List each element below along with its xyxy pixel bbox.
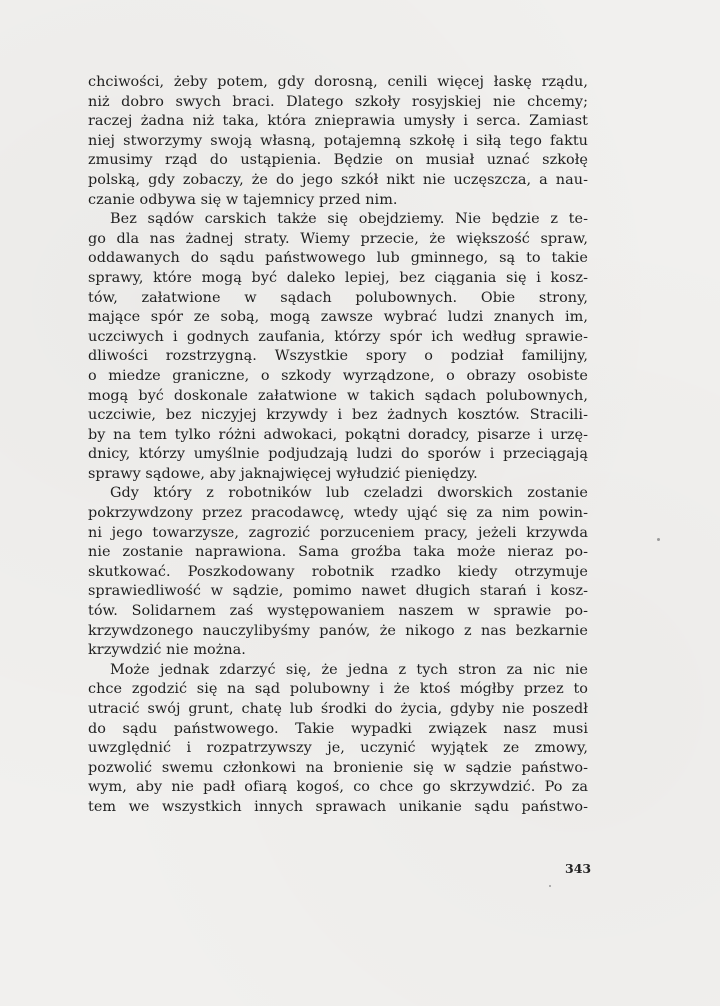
text-line: utracić swój grunt, chatę lub środki do życia, gdyby nie poszedł	[88, 701, 588, 717]
page-body-text	[88, 73, 588, 818]
text-line: Może jednak zdarzyć się, że jedna z tych stron za nic nie	[110, 661, 588, 678]
text-line: sprawiedliwość w sądzie, pomimo nawet długich starań i kosz-	[88, 583, 588, 600]
text-line: by na tem tylko różni adwokaci, pokątni doradcy, pisarze i urzę-	[88, 426, 588, 443]
text-line: czanie odbywa się w tajemnicy przed nim.	[88, 191, 398, 208]
text-line: pokrzywdzony przez pracodawcę, wtedy ująć się za nim powin-	[88, 505, 588, 522]
paragraph-1	[88, 73, 588, 210]
text-line: mające spór ze sobą, mogą zawsze wybrać ludzi znanych im,	[88, 309, 588, 326]
text-line: o miedze graniczne, o szkody wyrządzone, o obrazy osobiste	[88, 367, 588, 384]
text-line: oddawanych do sądu państwowego lub gminnego, są to takie	[88, 250, 588, 267]
text-line: krzywdzonego nauczylibyśmy panów, że nikogo z nas bezkarnie	[88, 622, 588, 639]
text-line: go dla nas żadnej straty. Wiemy przecie, że większość spraw,	[88, 230, 588, 247]
text-line: ni jego towarzysze, zagrozić porzuceniem pracy, jeżeli krzywda	[88, 524, 588, 541]
text-line: tem we wszystkich innych sprawach unikanie sądu państwo-	[88, 798, 588, 815]
text-line: wym, aby nie padł ofiarą kogoś, co chce go skrzywdzić. Po za	[88, 779, 588, 796]
text-line: raczej żadna niż taka, która znieprawia umysły i serca. Zamiast	[88, 113, 588, 130]
text-line: uczciwie, bez niczyjej krzywdy i bez żadnych kosztów. Stracili-	[88, 407, 588, 424]
text-line: dliwości rozstrzygną. Wszystkie spory o podział familijny,	[88, 348, 588, 365]
text-line: nie zostanie naprawiona. Sama groźba taka może nieraz po-	[88, 544, 588, 561]
text-line: tów. Solidarnem zaś występowaniem naszem w sprawie po-	[88, 603, 588, 620]
scan-speck	[549, 885, 551, 887]
paragraph-2	[88, 210, 588, 484]
text-line: skutkować. Poszkodowany robotnik rzadko kiedy otrzymuje	[88, 563, 588, 580]
text-line: tów, załatwione w sądach polubownych. Obie strony,	[88, 289, 588, 306]
text-line: niej stworzymy swoją własną, potajemną szkołę i siłą tego faktu	[88, 132, 588, 149]
text-line: sprawy, które mogą być daleko lepiej, bez ciągania się i kosz-	[88, 269, 588, 286]
text-line: Bez sądów carskich także się obejdziemy. Nie będzie z te-	[110, 211, 588, 228]
text-line: uwzględnić i rozpatrzywszy je, uczynić wyjątek ze zmowy,	[88, 740, 588, 757]
text-line: uczciwych i godnych zaufania, którzy spór ich według sprawie-	[88, 328, 588, 345]
text-line: mogą być doskonale załatwione w takich sądach polubownych,	[88, 387, 588, 404]
text-line: polską, gdy zobaczy, że do jego szkół nikt nie uczęszcza, a nau-	[88, 171, 588, 188]
text-line: sprawy sądowe, aby jaknajwięcej wyłudzić pieniędzy.	[88, 465, 478, 482]
scan-speck	[657, 538, 660, 541]
text-line: pozwolić swemu członkowi na bronienie się w sądzie państwo-	[88, 759, 588, 776]
paragraph-4	[88, 661, 588, 818]
text-line: krzywdzić nie można.	[88, 642, 246, 659]
text-line: dnicy, którzy umyślnie podjudzają ludzi do sporów i przeciągają	[88, 446, 588, 463]
text-line: do sądu państwowego. Takie wypadki związek nasz musi	[88, 720, 588, 737]
page-number: 343	[565, 861, 592, 876]
text-line: zmusimy rząd do ustąpienia. Będzie on musiał uznać szkołę	[88, 152, 588, 169]
text-line: niż dobro swych braci. Dlatego szkoły rosyjskiej nie chcemy;	[88, 93, 588, 110]
paragraph-3	[88, 484, 588, 660]
text-line: chciwości, żeby potem, gdy dorosną, cenili więcej łaskę rządu,	[88, 74, 588, 90]
text-line: Gdy który z robotników lub czeladzi dworskich zostanie	[110, 485, 588, 502]
text-line: chce zgodzić się na sąd polubowny i że ktoś mógłby przez to	[88, 681, 588, 698]
